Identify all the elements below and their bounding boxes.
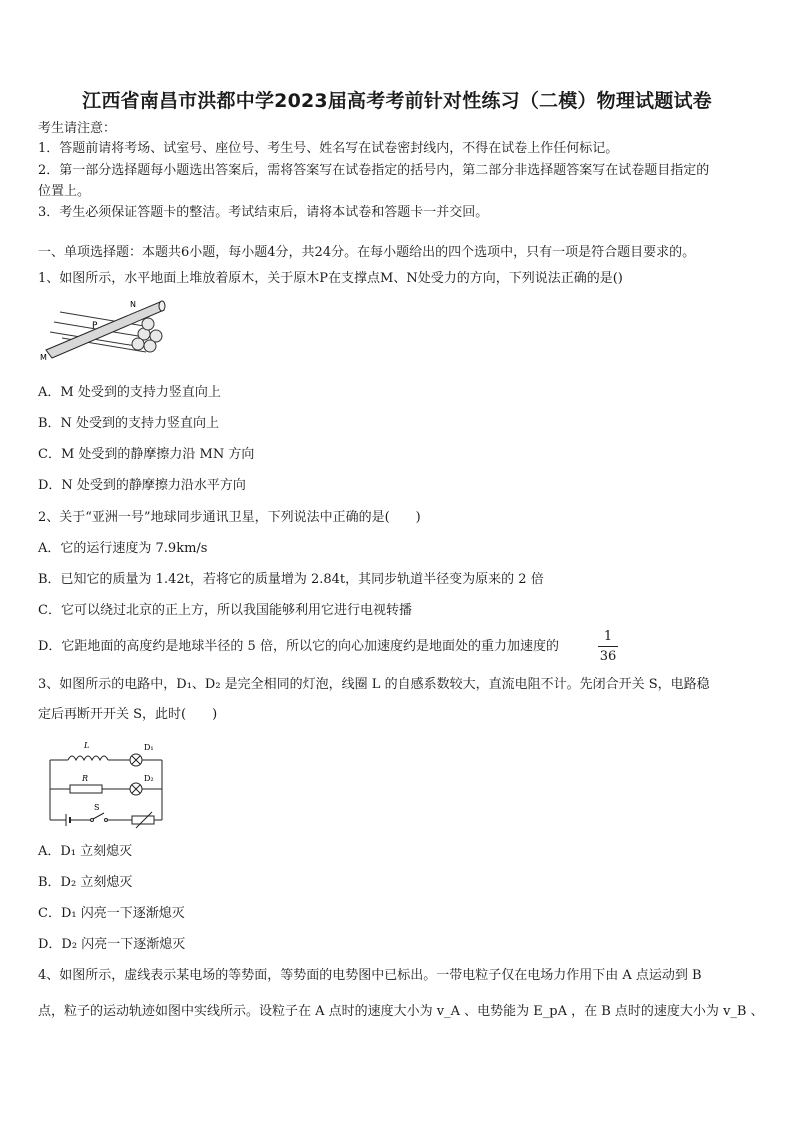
q4-line1: 4、如图所示，虚线表示某电场的等势面，等势面的电势图中已标出。一带电粒子仅在电场力作用下由 A 点运动到 B bbox=[38, 968, 702, 983]
q2-frac-denominator: 36 bbox=[599, 649, 617, 664]
q1-label-m: M bbox=[40, 353, 47, 362]
notice-heading: 考生请注意： bbox=[38, 121, 117, 136]
q3-option-a: A．D₁ 立刻熄灭 bbox=[38, 844, 133, 859]
page-title: 江西省南昌市洪都中学2023届高考考前针对性练习（二模）物理试题试卷 bbox=[82, 90, 712, 112]
q3-option-d: D．D₂ 闪亮一下逐渐熄灭 bbox=[38, 937, 186, 952]
notice-item-3: 3．考生必须保证答题卡的整洁。考试结束后，请将本试卷和答题卡一并交回。 bbox=[38, 205, 489, 220]
q3-stem-line1: 3、如图所示的电路中，D₁、D₂ 是完全相同的灯泡，线圈 L 的自感系数较大，直流电阻不计。先闭合开关 S，电路稳 bbox=[38, 677, 710, 692]
q1-label-p: P bbox=[92, 321, 98, 331]
notice-item-1: 1．答题前请将考场、试室号、座位号、考生号、姓名写在试卷密封线内，不得在试卷上作任何标记。 bbox=[38, 141, 619, 156]
q1-option-b: B．N 处受到的支持力竖直向上 bbox=[38, 416, 220, 431]
q3-option-c: C．D₁ 闪亮一下逐渐熄灭 bbox=[38, 906, 185, 921]
q1-option-c: C．M 处受到的静摩擦力沿 MN 方向 bbox=[38, 447, 255, 462]
notice-item-2: 2．第一部分选择题每小题选出答案后，需将答案写在试卷指定的括号内，第二部分非选择题答案写在试卷题目指定的 bbox=[38, 163, 710, 178]
q3-label-d2: D₂ bbox=[144, 774, 154, 783]
q2-frac-numerator: 1 bbox=[603, 629, 613, 644]
q3-option-b: B．D₂ 立刻熄灭 bbox=[38, 875, 133, 890]
notice-item-2-cont: 位置上。 bbox=[38, 184, 91, 199]
q2-option-a: A．它的运行速度为 7.9km/s bbox=[38, 541, 208, 556]
q3-label-d1: D₁ bbox=[144, 743, 154, 752]
q2-option-d: D．它距地面的高度约是地球半径的 5 倍，所以它的向心加速度约是地面处的重力加速度的 bbox=[38, 639, 559, 654]
q1-stem: 1、如图所示，水平地面上堆放着原木，关于原木P在支撑点M、N处受力的方向，下列说法正确的是() bbox=[38, 271, 623, 286]
q1-option-a: A．M 处受到的支持力竖直向上 bbox=[38, 385, 221, 400]
q2-option-b: B．已知它的质量为 1.42t，若将它的质量增为 2.84t，其同步轨道半径变为原来的 2 倍 bbox=[38, 572, 544, 587]
q2-option-c: C．它可以绕过北京的正上方，所以我国能够利用它进行电视转播 bbox=[38, 603, 412, 618]
section-heading: 一、单项选择题：本题共6小题，每小题4分，共24分。在每小题给出的四个选项中，只有一项是符合题目要求的。 bbox=[38, 245, 696, 260]
q3-label-r: R bbox=[82, 774, 89, 783]
q3-label-s: S bbox=[94, 803, 100, 812]
q3-circuit-diagram bbox=[40, 734, 172, 832]
q1-logs-figure bbox=[40, 298, 170, 362]
q1-option-d: D．N 处受到的静摩擦力沿水平方向 bbox=[38, 478, 246, 493]
q3-stem-line2: 定后再断开开关 S，此时( ) bbox=[38, 707, 218, 722]
q2-fraction bbox=[598, 628, 618, 665]
q3-label-l: L bbox=[84, 741, 90, 750]
q1-label-n: N bbox=[130, 300, 136, 309]
q4-line2: 点，粒子的运动轨迹如图中实线所示。设粒子在 A 点时的速度大小为 v_A 、电势能为 E_pA ，在 B 点时的速度大小为 v_B 、 bbox=[38, 1004, 764, 1019]
q2-stem: 2、关于“亚洲一号”地球同步通讯卫星，下列说法中正确的是( ) bbox=[38, 510, 421, 525]
